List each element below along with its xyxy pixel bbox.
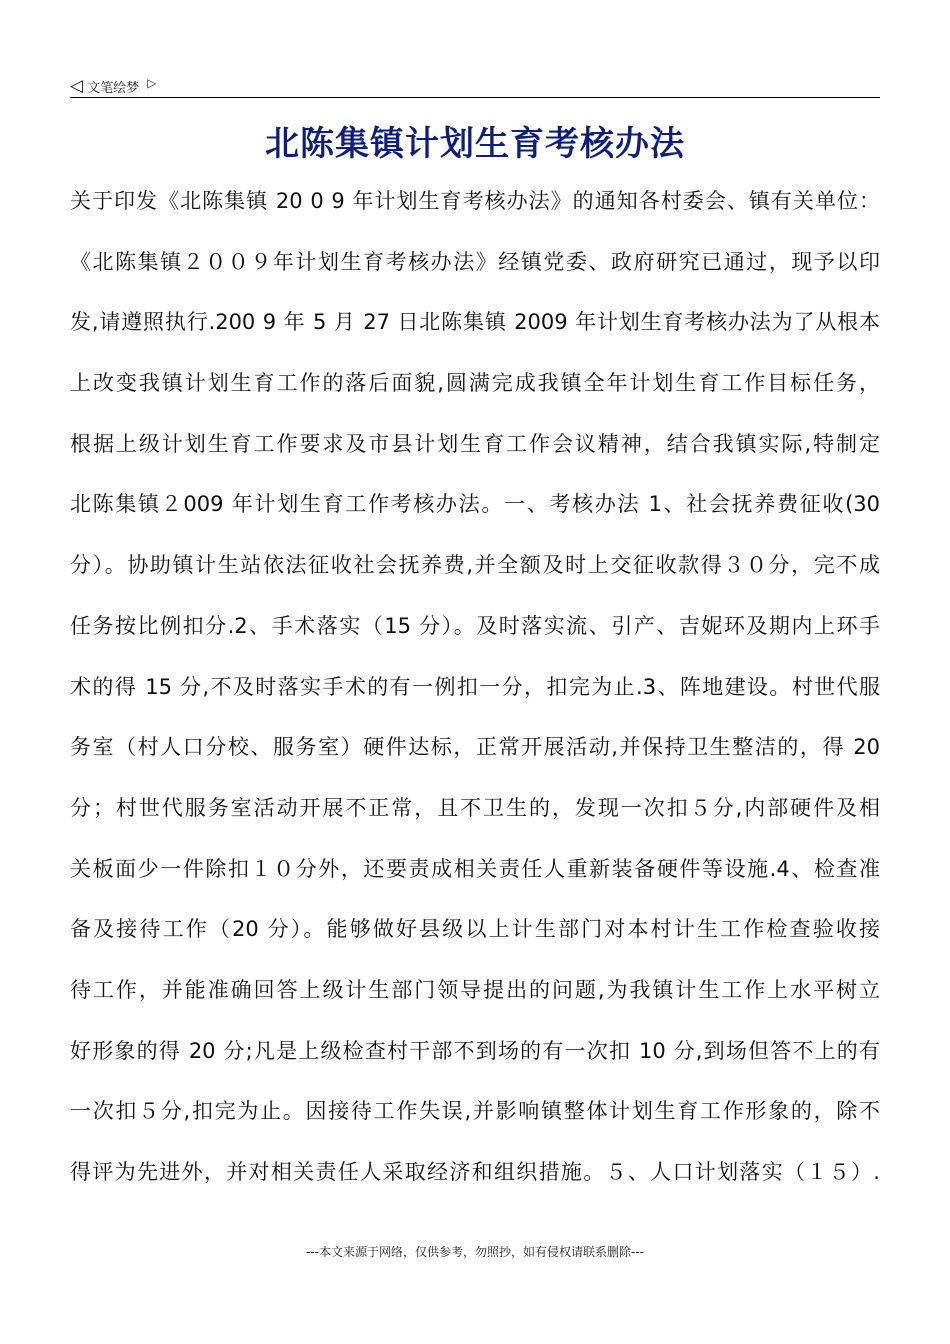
- body-line: 务室（村人口分校、服务室）硬件达标，正常开展活动,并保持卫生整洁的，得 20: [70, 735, 880, 760]
- page-header: [70, 74, 880, 98]
- header-divider: [70, 97, 880, 98]
- right-triangle-icon: ▷: [147, 76, 157, 90]
- body-line: 关于印发《北陈集镇 20 0 9 年计划生育考核办法》的通知各村委会、镇有关单位：: [70, 189, 880, 213]
- body-line: 关板面少一件除扣１０分外，还要责成相关责任人重新装备硬件等设施.4、检查准: [70, 856, 880, 881]
- page-footer-note: ---本文来源于网络，仅供参考，勿照抄，如有侵权请联系删除---: [306, 1245, 644, 1259]
- document-body: [70, 176, 880, 1208]
- body-line: 北陈集镇２009 年计划生育工作考核办法。一、考核办法 1、社会抚养费征收(30: [70, 492, 880, 517]
- body-line: 分）。协助镇计生站依法征收社会抚养费,并全额及时上交征收款得３０分，完不成: [70, 553, 880, 578]
- body-line: 《北陈集镇２００９年计划生育考核办法》经镇党委、政府研究已通过，现予以印: [70, 249, 880, 274]
- body-line: 备及接待工作（20 分）。能够做好县级以上计生部门对本村计生工作检查验收接: [70, 917, 880, 942]
- left-triangle-icon: ◁: [70, 75, 84, 96]
- body-line: 分；村世代服务室活动开展不正常，且不卫生的，发现一次扣５分,内部硬件及相: [70, 795, 880, 820]
- header-label: 文笔绘梦: [87, 80, 140, 96]
- body-line: 上改变我镇计划生育工作的落后面貌,圆满完成我镇全年计划生育工作目标任务，: [70, 371, 880, 396]
- body-line: 术的得 15 分,不及时落实手术的有一例扣一分，扣完为止.3、阵地建设。村世代服: [70, 674, 880, 699]
- body-line: 好形象的得 20 分;凡是上级检查村干部不到场的有一次扣 10 分,到场但答不上的有: [70, 1038, 880, 1063]
- body-line: 根据上级计划生育工作要求及市县计划生育工作会议精神，结合我镇实际,特制定: [70, 431, 880, 456]
- document-title: 北陈集镇计划生育考核办法: [265, 124, 685, 164]
- body-line: 任务按比例扣分.2、手术落实（15 分）。及时落实流、引产、吉妮环及期内上环手: [70, 613, 880, 638]
- body-line: 一次扣５分,扣完为止。因接待工作失误,并影响镇整体计划生育工作形象的，除不: [70, 1099, 880, 1124]
- body-line: 发,请遵照执行.200 9 年 5 月 27 日北陈集镇 2009 年计划生育考核办法为了从根本: [70, 310, 880, 335]
- body-line: 得评为先进外，并对相关责任人采取经济和组织措施。５、人口计划落实（１５）.: [70, 1160, 880, 1184]
- body-line: 待工作，并能准确回答上级计生部门领导提出的问题,为我镇计生工作上水平树立: [70, 977, 880, 1002]
